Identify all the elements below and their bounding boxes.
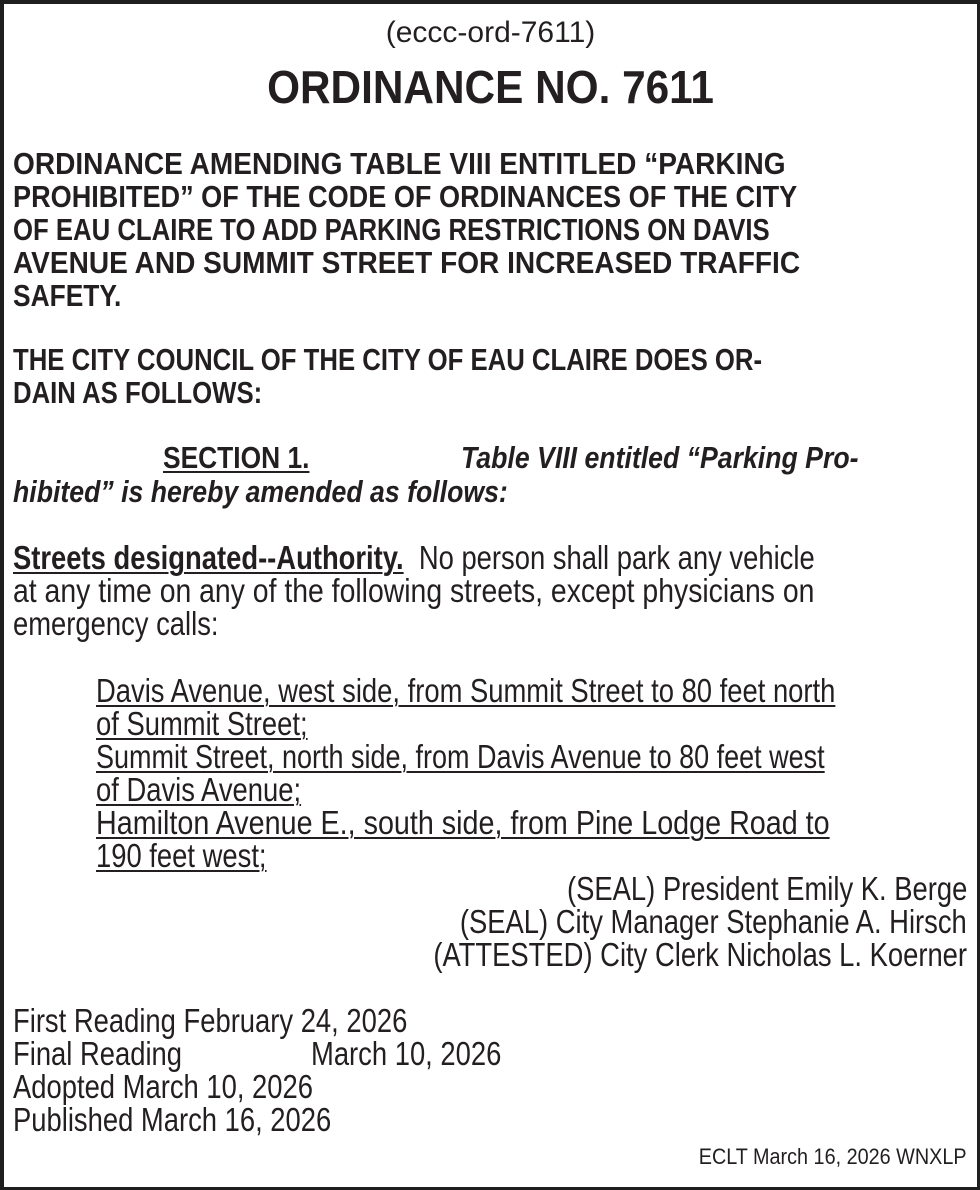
paragraph-text: No person shall park any vehicle (418, 539, 815, 576)
signature-line: (SEAL) President Emily K. Berge (566, 870, 967, 907)
street-line: of Davis Avenue; (96, 771, 302, 808)
first-reading: First Reading February 24, 2026 (13, 1002, 408, 1039)
section-text: Table VIII entitled “Parking Pro- (461, 440, 859, 475)
caption-line: OF EAU CLAIRE TO ADD PARKING RESTRICTIONS ON DAVIS (13, 212, 770, 247)
caption-line: ORDINANCE AMENDING TABLE VIII ENTITLED “PARKING (13, 146, 786, 181)
ordinance-notice (4, 4, 977, 1187)
adopted-date: Adopted March 10, 2026 (13, 1068, 313, 1105)
paragraph-line (13, 541, 977, 574)
final-reading-label: Final Reading (13, 1035, 183, 1072)
street-line: of Summit Street; (96, 705, 308, 742)
publication-line: ECLT March 16, 2026 WNXLP (699, 1144, 967, 1169)
street-line: Hamilton Avenue E., south side, from Pine Lodge Road to (96, 804, 830, 841)
street-line: Davis Avenue, west side, from Summit Street to 80 feet north (96, 672, 836, 709)
ordinance-reference: (eccc-ord-7611) (385, 16, 596, 49)
section-text: hibited” is hereby amended as follows: (13, 474, 508, 509)
paragraph-line: emergency calls: (13, 605, 219, 642)
caption-line: SAFETY. (13, 278, 122, 313)
paragraph-heading: Streets designated--Authority. (13, 539, 404, 576)
paragraph-line: at any time on any of the following streets, except physicians on (13, 572, 815, 609)
caption-line: AVENUE AND SUMMIT STREET FOR INCREASED TRAFFIC (13, 245, 801, 280)
signature-line: (SEAL) City Manager Stephanie A. Hirsch (460, 903, 967, 940)
published-date: Published March 16, 2026 (13, 1101, 332, 1138)
ordinance-title: ORDINANCE NO. 7611 (267, 61, 714, 113)
section-label: SECTION 1. (163, 440, 310, 475)
street-line: 190 feet west; (96, 837, 267, 874)
caption-line: PROHIBITED” OF THE CODE OF ORDINANCES OF THE CITY (13, 179, 798, 214)
enactment-line: DAIN AS FOLLOWS: (13, 375, 263, 410)
street-line: Summit Street, north side, from Davis Avenue to 80 feet west (96, 738, 825, 775)
final-reading-date: March 10, 2026 (311, 1035, 502, 1072)
enactment-line: THE CITY COUNCIL OF THE CITY OF EAU CLAIRE DOES OR- (13, 342, 763, 377)
signature-line: (ATTESTED) City Clerk Nicholas L. Koerner (433, 936, 967, 973)
